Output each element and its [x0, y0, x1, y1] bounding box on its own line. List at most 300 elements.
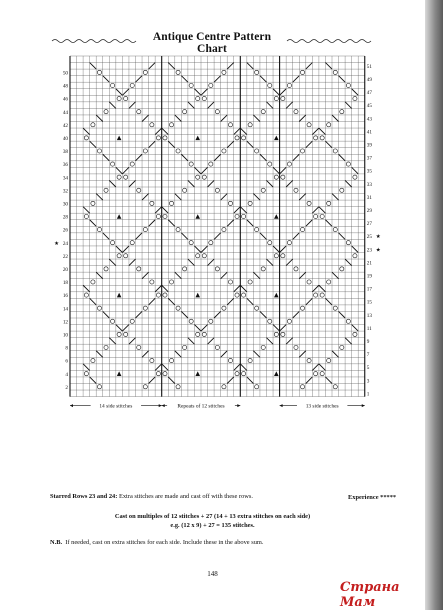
k2tog-symbol: [293, 311, 300, 318]
k2tog-symbol: [129, 259, 136, 266]
yarn-over-symbol: [169, 201, 173, 205]
yarn-over-symbol: [104, 188, 108, 192]
yarn-over-symbol: [176, 385, 180, 389]
k2tog-symbol: [234, 207, 241, 214]
ssk-symbol: [325, 141, 332, 148]
row-number-right: 33: [366, 181, 372, 188]
k2tog-symbol: [299, 115, 306, 122]
yarn-over-symbol: [143, 306, 147, 310]
row-number-left: 44: [62, 109, 68, 116]
ssk-symbol: [83, 128, 90, 135]
k2tog-symbol: [234, 128, 241, 135]
ssk-symbol: [253, 351, 260, 358]
yarn-over-symbol: [130, 319, 134, 323]
yarn-over-symbol: [150, 201, 154, 205]
yarn-over-symbol: [353, 332, 357, 336]
k2tog-symbol: [214, 233, 221, 240]
yarn-over-symbol: [130, 241, 134, 245]
yarn-over-symbol: [124, 96, 128, 100]
k2tog-symbol: [312, 364, 319, 371]
yarn-over-symbol: [84, 293, 88, 297]
yarn-over-symbol: [274, 96, 278, 100]
ssk-symbol: [332, 351, 339, 358]
yarn-over-symbol: [124, 175, 128, 179]
yarn-over-symbol: [91, 280, 95, 284]
row-number-left: 2: [65, 384, 68, 391]
k2tog-symbol: [234, 285, 241, 292]
triangle-symbol: [117, 214, 122, 219]
row-number-left: 16: [62, 293, 68, 300]
triangle-symbol: [195, 214, 200, 219]
yarn-over-symbol: [261, 188, 265, 192]
yarn-over-symbol: [333, 306, 337, 310]
k2tog-symbol: [155, 128, 162, 135]
yarn-over-symbol: [215, 267, 219, 271]
ssk-symbol: [103, 76, 110, 83]
yarn-over-symbol: [241, 293, 245, 297]
row-number-left: 36: [62, 162, 68, 169]
ssk-symbol: [325, 377, 332, 384]
row-number-left: 4: [65, 371, 68, 378]
knitting-chart: [56, 52, 395, 470]
yarn-over-symbol: [320, 214, 324, 218]
yarn-over-symbol: [307, 280, 311, 284]
yarn-over-symbol: [340, 110, 344, 114]
ssk-symbol: [90, 220, 97, 227]
ssk-symbol: [90, 377, 97, 384]
k2tog-symbol: [136, 233, 143, 240]
k2tog-symbol: [286, 102, 293, 109]
row-number-right: 43: [366, 116, 372, 123]
yarn-over-symbol: [143, 385, 147, 389]
yarn-over-symbol: [287, 162, 291, 166]
ssk-symbol: [103, 233, 110, 240]
yarn-over-symbol: [97, 149, 101, 153]
yarn-over-symbol: [110, 83, 114, 87]
ssk-symbol: [194, 89, 201, 96]
yarn-over-symbol: [169, 358, 173, 362]
ssk-symbol: [319, 364, 326, 371]
yarn-over-symbol: [97, 306, 101, 310]
triangle-symbol: [274, 136, 279, 141]
row-number-left: 48: [62, 83, 68, 90]
yarn-over-symbol: [176, 227, 180, 231]
k2tog-symbol: [286, 259, 293, 266]
starred-row-marker: ★: [54, 240, 59, 247]
ssk-symbol: [181, 233, 188, 240]
yarn-over-symbol: [97, 227, 101, 231]
row-number-left: 40: [62, 135, 68, 142]
yarn-over-symbol: [333, 149, 337, 153]
triangle-symbol: [274, 214, 279, 219]
yarn-over-symbol: [346, 319, 350, 323]
row-number-left: 8: [65, 345, 68, 352]
triangle-symbol: [274, 371, 279, 376]
ssk-symbol: [116, 89, 123, 96]
yarn-over-symbol: [228, 358, 232, 362]
k2tog-symbol: [306, 220, 313, 227]
ssk-symbol: [194, 167, 201, 174]
k2tog-symbol: [136, 76, 143, 83]
yarn-over-symbol: [314, 136, 318, 140]
yarn-over-symbol: [255, 227, 259, 231]
ssk-symbol: [188, 102, 195, 109]
yarn-over-symbol: [274, 332, 278, 336]
yarn-over-symbol: [163, 214, 167, 218]
ssk-symbol: [253, 272, 260, 279]
ssk-symbol: [273, 167, 280, 174]
row-number-left: 46: [62, 96, 68, 103]
ssk-symbol: [188, 338, 195, 345]
yarn-over-symbol: [300, 306, 304, 310]
yarn-over-symbol: [222, 385, 226, 389]
ssk-symbol: [175, 115, 182, 122]
yarn-over-symbol: [91, 358, 95, 362]
k2tog-symbol: [149, 298, 156, 305]
ssk-symbol: [332, 272, 339, 279]
ssk-symbol: [247, 141, 254, 148]
page-edge-shadow: [425, 0, 443, 610]
yarn-over-symbol: [150, 358, 154, 362]
ssk-symbol: [319, 207, 326, 214]
ssk-symbol: [175, 272, 182, 279]
yarn-over-symbol: [84, 214, 88, 218]
yarn-over-symbol: [163, 372, 167, 376]
ssk-symbol: [260, 154, 267, 161]
k2tog-symbol: [280, 167, 287, 174]
ssk-symbol: [116, 325, 123, 332]
row-number-left: 14: [62, 306, 68, 313]
ssk-symbol: [247, 220, 254, 227]
k2tog-symbol: [129, 102, 136, 109]
ssk-symbol: [175, 194, 182, 201]
yarn-over-symbol: [320, 293, 324, 297]
yarn-over-symbol: [314, 214, 318, 218]
ssk-symbol: [352, 167, 359, 174]
yarn-over-symbol: [274, 175, 278, 179]
ssk-symbol: [83, 207, 90, 214]
ssk-symbol: [267, 180, 274, 187]
row-number-right: 3: [366, 378, 370, 385]
ssk-symbol: [267, 338, 274, 345]
row-number-left: 18: [62, 280, 68, 287]
ssk-symbol: [181, 311, 188, 318]
k2tog-symbol: [227, 298, 234, 305]
yarn-over-symbol: [156, 293, 160, 297]
row-number-right: 51: [366, 63, 372, 70]
ssk-symbol: [253, 194, 260, 201]
yarn-over-symbol: [274, 254, 278, 258]
k2tog-symbol: [312, 207, 319, 214]
yarn-over-symbol: [241, 372, 245, 376]
row-number-left: 26: [62, 227, 68, 234]
ssk-symbol: [345, 102, 352, 109]
k2tog-symbol: [201, 89, 208, 96]
ssk-symbol: [181, 76, 188, 83]
k2tog-symbol: [214, 311, 221, 318]
k2tog-symbol: [129, 180, 136, 187]
k2tog-symbol: [142, 351, 149, 358]
ornament-left: [52, 38, 137, 44]
yarn-over-symbol: [340, 267, 344, 271]
row-number-right: 39: [366, 142, 372, 149]
k2tog-symbol: [221, 194, 228, 201]
yarn-over-symbol: [222, 227, 226, 231]
row-number-right: 9: [366, 339, 370, 346]
ssk-symbol: [267, 102, 274, 109]
ssk-symbol: [96, 351, 103, 358]
ssk-symbol: [194, 246, 201, 253]
row-number-right: 7: [366, 352, 370, 359]
row-number-right: 13: [366, 312, 372, 319]
k2tog-symbol: [142, 115, 149, 122]
ssk-symbol: [90, 63, 97, 70]
yarn-over-symbol: [97, 385, 101, 389]
yarn-over-symbol: [294, 267, 298, 271]
k2tog-symbol: [299, 272, 306, 279]
row-number-right: 29: [366, 208, 372, 215]
yarn-over-symbol: [137, 110, 141, 114]
row-number-left: 30: [62, 201, 68, 208]
yarn-over-symbol: [209, 319, 213, 323]
k2tog-symbol: [122, 167, 129, 174]
yarn-over-symbol: [248, 280, 252, 284]
ssk-symbol: [267, 259, 274, 266]
ssk-symbol: [247, 298, 254, 305]
yarn-over-symbol: [156, 372, 160, 376]
ssk-symbol: [260, 311, 267, 318]
ssk-symbol: [260, 76, 267, 83]
yarn-over-symbol: [183, 110, 187, 114]
yarn-over-symbol: [196, 254, 200, 258]
yarn-over-symbol: [228, 123, 232, 127]
row-number-left: 32: [62, 188, 68, 195]
yarn-over-symbol: [346, 162, 350, 166]
yarn-over-symbol: [222, 70, 226, 74]
ssk-symbol: [168, 377, 175, 384]
yarn-over-symbol: [255, 306, 259, 310]
row-number-right: 27: [366, 221, 372, 228]
yarn-over-symbol: [287, 319, 291, 323]
ssk-symbol: [109, 180, 116, 187]
yarn-over-symbol: [117, 254, 121, 258]
yarn-over-symbol: [314, 293, 318, 297]
yarn-over-symbol: [183, 345, 187, 349]
row-number-left: 10: [62, 332, 68, 339]
bottom-label-center: Repeats of 12 stitches: [177, 403, 225, 410]
ssk-symbol: [339, 311, 346, 318]
yarn-over-symbol: [307, 358, 311, 362]
yarn-over-symbol: [84, 136, 88, 140]
yarn-over-symbol: [255, 149, 259, 153]
ssk-symbol: [345, 180, 352, 187]
yarn-over-symbol: [137, 345, 141, 349]
row-number-right: 35: [366, 168, 372, 175]
yarn-over-symbol: [268, 241, 272, 245]
yarn-over-symbol: [156, 214, 160, 218]
row-number-left: 38: [62, 149, 68, 156]
page-number: 148: [207, 570, 218, 578]
ssk-symbol: [339, 233, 346, 240]
triangle-symbol: [195, 371, 200, 376]
yarn-over-symbol: [110, 319, 114, 323]
yarn-over-symbol: [307, 201, 311, 205]
k2tog-symbol: [136, 311, 143, 318]
ssk-symbol: [240, 128, 247, 135]
row-number-left: 20: [62, 266, 68, 273]
k2tog-symbol: [208, 259, 215, 266]
yarn-over-symbol: [340, 188, 344, 192]
yarn-over-symbol: [333, 385, 337, 389]
k2tog-symbol: [208, 102, 215, 109]
yarn-over-symbol: [156, 136, 160, 140]
yarn-over-symbol: [300, 149, 304, 153]
yarn-over-symbol: [255, 385, 259, 389]
row-number-right: 15: [366, 299, 372, 306]
row-number-left: 34: [62, 175, 68, 182]
yarn-over-symbol: [117, 175, 121, 179]
yarn-over-symbol: [189, 83, 193, 87]
triangle-symbol: [274, 293, 279, 298]
k2tog-symbol: [149, 220, 156, 227]
experience-rating: Experience *****: [348, 494, 397, 501]
yarn-over-symbol: [248, 358, 252, 362]
yarn-over-symbol: [268, 319, 272, 323]
yarn-over-symbol: [176, 70, 180, 74]
row-number-right: 49: [366, 77, 372, 84]
yarn-over-symbol: [228, 280, 232, 284]
yarn-over-symbol: [268, 162, 272, 166]
ssk-symbol: [103, 311, 110, 318]
yarn-over-symbol: [300, 385, 304, 389]
row-number-left: 22: [62, 253, 68, 260]
row-number-right: 31: [366, 194, 372, 201]
yarn-over-symbol: [294, 345, 298, 349]
ssk-symbol: [188, 259, 195, 266]
yarn-over-symbol: [307, 123, 311, 127]
yarn-over-symbol: [333, 227, 337, 231]
k2tog-symbol: [221, 115, 228, 122]
yarn-over-symbol: [255, 70, 259, 74]
triangle-symbol: [195, 293, 200, 298]
k2tog-symbol: [312, 285, 319, 292]
ssk-symbol: [319, 285, 326, 292]
starred-row-marker: ★: [375, 247, 381, 254]
yarn-over-symbol: [241, 136, 245, 140]
k2tog-symbol: [306, 377, 313, 384]
yarn-over-symbol: [261, 267, 265, 271]
ssk-symbol: [96, 272, 103, 279]
ssk-symbol: [273, 325, 280, 332]
yarn-over-symbol: [281, 96, 285, 100]
yarn-over-symbol: [333, 70, 337, 74]
ssk-symbol: [162, 128, 169, 135]
yarn-over-symbol: [327, 201, 331, 205]
k2tog-symbol: [286, 338, 293, 345]
k2tog-symbol: [280, 246, 287, 253]
ssk-symbol: [90, 141, 97, 148]
yarn-over-symbol: [222, 149, 226, 153]
k2tog-symbol: [149, 141, 156, 148]
yarn-over-symbol: [261, 110, 265, 114]
k2tog-symbol: [227, 141, 234, 148]
ssk-symbol: [168, 141, 175, 148]
yarn-over-symbol: [294, 188, 298, 192]
yarn-over-symbol: [268, 83, 272, 87]
ssk-symbol: [168, 298, 175, 305]
yarn-over-symbol: [130, 162, 134, 166]
k2tog-symbol: [122, 325, 129, 332]
yarn-over-symbol: [261, 345, 265, 349]
k2tog-symbol: [208, 180, 215, 187]
ssk-symbol: [90, 298, 97, 305]
yarn-over-symbol: [196, 175, 200, 179]
yarn-over-symbol: [248, 123, 252, 127]
k2tog-symbol: [306, 141, 313, 148]
yarn-over-symbol: [235, 136, 239, 140]
ornament-right: [287, 38, 372, 44]
ssk-symbol: [247, 377, 254, 384]
yarn-over-symbol: [209, 83, 213, 87]
ssk-symbol: [168, 220, 175, 227]
ssk-symbol: [332, 194, 339, 201]
yarn-over-symbol: [287, 241, 291, 245]
row-number-left: 28: [62, 214, 68, 221]
yarn-over-symbol: [104, 345, 108, 349]
k2tog-symbol: [201, 167, 208, 174]
yarn-over-symbol: [215, 345, 219, 349]
k2tog-symbol: [293, 233, 300, 240]
row-number-left: 6: [65, 358, 68, 365]
k2tog-symbol: [155, 285, 162, 292]
bottom-label-left: 14 side stitches: [99, 403, 133, 410]
yarn-over-symbol: [281, 175, 285, 179]
ssk-symbol: [352, 246, 359, 253]
chart-grid: [56, 52, 395, 470]
yarn-over-symbol: [150, 280, 154, 284]
yarn-over-symbol: [143, 227, 147, 231]
yarn-over-symbol: [287, 83, 291, 87]
k2tog-symbol: [293, 154, 300, 161]
yarn-over-symbol: [143, 70, 147, 74]
ssk-symbol: [319, 128, 326, 135]
k2tog-symbol: [280, 325, 287, 332]
yarn-over-symbol: [124, 332, 128, 336]
k2tog-symbol: [299, 194, 306, 201]
ssk-symbol: [345, 259, 352, 266]
yarn-over-symbol: [169, 280, 173, 284]
ssk-symbol: [325, 298, 332, 305]
row-number-left: 12: [62, 319, 68, 326]
row-number-right: 17: [366, 286, 372, 293]
k2tog-symbol: [149, 63, 156, 70]
yarn-over-symbol: [281, 332, 285, 336]
nb-text: If needed, cast on extra stitches for each side. Include these in the above sum.: [65, 539, 264, 546]
ssk-symbol: [194, 325, 201, 332]
ssk-symbol: [339, 76, 346, 83]
k2tog-symbol: [208, 338, 215, 345]
row-number-right: 41: [366, 129, 372, 136]
row-number-right: 21: [366, 260, 372, 267]
yarn-over-symbol: [294, 110, 298, 114]
k2tog-symbol: [136, 154, 143, 161]
yarn-over-symbol: [202, 254, 206, 258]
yarn-over-symbol: [91, 201, 95, 205]
yarn-over-symbol: [327, 358, 331, 362]
row-number-left: 50: [62, 70, 68, 77]
yarn-over-symbol: [202, 175, 206, 179]
k2tog-symbol: [129, 338, 136, 345]
